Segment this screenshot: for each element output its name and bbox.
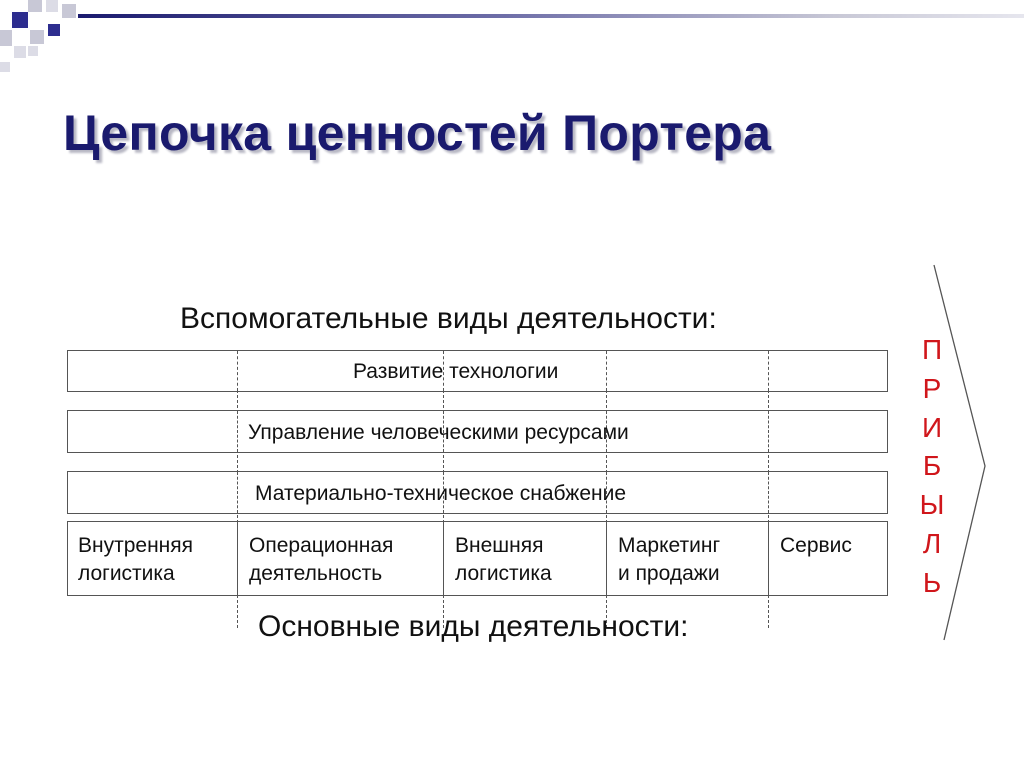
profit-label	[918, 331, 946, 603]
primary-activity: Маркетинг и продажи	[618, 534, 721, 585]
profit-letter: Л	[922, 527, 942, 559]
profit-letter: Ы	[919, 489, 945, 521]
primary-activity: Внешняя логистика	[455, 534, 552, 585]
primary-activity: Сервис	[780, 534, 852, 557]
profit-letter: П	[921, 334, 943, 365]
profit-letter: Б	[922, 450, 942, 482]
profit-letter: И	[921, 411, 943, 443]
support-activity-label: Материально-техническое снабжение	[255, 482, 627, 505]
slide-title: Цепочка ценностей Портера	[63, 105, 772, 161]
profit-letter: Р	[922, 372, 942, 404]
primary-activities-heading: Основные виды деятельности:	[258, 610, 689, 643]
support-activity-label: Управление человеческими ресурсами	[248, 421, 629, 444]
primary-activity: Внутренняя логистика	[78, 534, 194, 585]
primary-activity: Операционная деятельность	[249, 534, 394, 585]
profit-letter: Ь	[922, 566, 942, 598]
support-activity-label: Развитие технологии	[353, 360, 559, 383]
support-activities-heading: Вспомогательные виды деятельности:	[180, 302, 717, 335]
